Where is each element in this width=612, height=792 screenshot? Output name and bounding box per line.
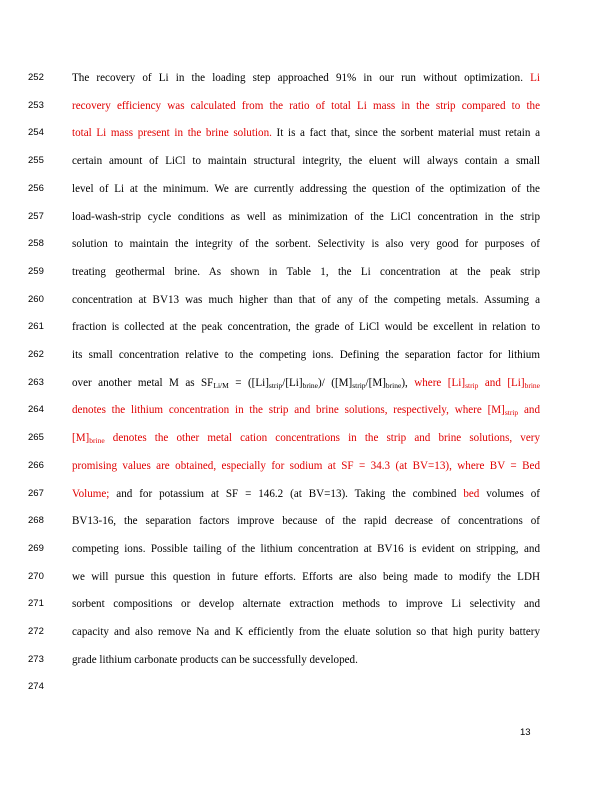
text-line	[72, 345, 540, 365]
text-line	[72, 622, 540, 642]
line-number: 262	[28, 349, 44, 360]
text-line	[72, 262, 540, 282]
text-run: /[M]	[365, 376, 386, 389]
text-run: concentration at BV13 was much higher than that of any of the competing metals. Assuming a	[72, 293, 540, 306]
line-number: 273	[28, 653, 44, 665]
text-run: competing ions. Possible tailing of the lithium concentration at BV16 is evident on stripping, and	[72, 542, 540, 555]
line-number: 258	[28, 238, 44, 250]
text-run: and for potassium at SF = 146.2 (at BV=13). Taking the combined	[109, 487, 464, 500]
highlighted-text: Volume;	[72, 487, 110, 500]
highlighted-text: and	[518, 404, 540, 417]
text-run: The recovery of Li in the loading step approached 91% in our run without optimization.	[72, 72, 531, 84]
line-number: 269	[28, 542, 44, 554]
text-run: fraction is collected at the peak concentration, the grade of LiCl would be excellent in relation to	[72, 321, 540, 334]
text-line	[72, 151, 540, 171]
highlighted-text: promising values are obtained, especially for sodium at SF = 34.3 (at BV=13), where BV = Bed	[72, 459, 540, 472]
page-number: 13	[520, 727, 531, 738]
text-run: level of Li at the minimum. We are currently addressing the question of the optimization of the	[72, 182, 540, 195]
text-line	[72, 68, 540, 88]
text-run: = ([Li]	[228, 376, 269, 389]
text-run: treating geothermal brine. As shown in Table 1, the Li concentration at the peak strip	[72, 265, 540, 278]
line-number: 257	[28, 210, 44, 222]
highlighted-text: total Li mass present in the brine solution.	[72, 127, 272, 140]
text-line	[72, 123, 540, 143]
text-run: capacity and also remove Na and K efficiently from the eluate solution so that high purity battery	[72, 626, 540, 638]
text-run: its small concentration relative to the competing ions. Defining the separation factor for lithium	[72, 349, 540, 361]
subscript-text: brine	[89, 436, 105, 446]
line-number: 270	[28, 570, 44, 582]
subscript-text: brine	[524, 380, 541, 390]
line-number: 274	[28, 681, 44, 693]
text-run: It is a fact that, since the sorbent material must retain a	[271, 127, 541, 140]
line-number: 264	[28, 404, 44, 416]
text-run: solution to maintain the integrity of the sorbent. Selectivity is also very good for purposes of	[72, 238, 540, 251]
text-line	[72, 179, 540, 199]
text-line	[72, 234, 540, 254]
text-run: sorbent compositions or develop alternate extraction methods to improve Li selectivity and	[72, 598, 540, 611]
line-number: 266	[28, 459, 44, 471]
line-number: 267	[28, 487, 44, 499]
subscript-text: strip	[268, 380, 283, 390]
text-line	[72, 511, 540, 531]
text-run: certain amount of LiCl to maintain structural integrity, the eluent will always contain a small	[72, 155, 540, 168]
text-line	[72, 539, 540, 559]
text-line	[72, 317, 540, 337]
subscript-text: brine	[385, 380, 402, 390]
subscript-text: strip	[352, 380, 366, 390]
line-number: 265	[28, 432, 44, 444]
text-line	[72, 373, 540, 393]
subscript-text: Li/M	[213, 380, 229, 390]
subscript-text: strip	[465, 380, 479, 390]
highlighted-text: where [Li]	[414, 376, 466, 389]
line-number: 256	[28, 182, 44, 194]
text-run: grade lithium carbonate products can be successfully developed.	[72, 653, 358, 666]
text-run: )/ ([M]	[318, 376, 353, 389]
highlighted-text: [M]	[72, 432, 90, 445]
text-run: over another metal M as SF	[72, 376, 214, 389]
line-number: 263	[28, 376, 44, 388]
highlighted-text: Li	[530, 72, 540, 84]
text-line	[72, 650, 540, 670]
text-line	[72, 400, 540, 420]
text-run: we will pursue this question in future efforts. Efforts are also being made to modify the LDH	[72, 570, 540, 583]
highlighted-text: bed	[463, 487, 480, 500]
line-number: 261	[28, 321, 44, 333]
line-number: 271	[28, 598, 44, 610]
highlighted-text: denotes the lithium concentration in the strip and brine solutions, respectively, where [M]	[72, 404, 505, 417]
line-number: 253	[28, 99, 44, 111]
line-number: 254	[28, 127, 44, 139]
line-number: 268	[28, 515, 44, 527]
highlighted-text: denotes the other metal cation concentrations in the strip and brine solutions, very	[104, 432, 540, 445]
highlighted-text: and [Li]	[478, 376, 525, 389]
text-line	[72, 456, 540, 476]
line-number: 259	[28, 265, 44, 277]
line-number: 272	[28, 626, 44, 637]
text-line	[72, 594, 540, 614]
text-line	[72, 96, 540, 116]
text-run: /[Li]	[282, 376, 303, 389]
text-run: BV13-16, the separation factors improve because of the rapid decrease of concentrations of	[72, 515, 540, 528]
text-run: load-wash-strip cycle conditions as well as minimization of the LiCl concentration in the strip	[72, 210, 540, 223]
subscript-text: brine	[302, 380, 319, 390]
line-number: 260	[28, 293, 44, 305]
line-number: 252	[28, 72, 44, 83]
text-run: ),	[401, 376, 415, 389]
text-run: volumes of	[479, 487, 540, 500]
text-line	[72, 484, 540, 504]
text-line	[72, 567, 540, 587]
line-number: 255	[28, 155, 44, 167]
subscript-text: strip	[504, 408, 519, 418]
text-line	[72, 207, 540, 227]
text-line	[72, 290, 540, 310]
highlighted-text: recovery efficiency was calculated from the ratio of total Li mass in the strip compared to the	[72, 99, 540, 112]
text-line	[72, 428, 540, 448]
